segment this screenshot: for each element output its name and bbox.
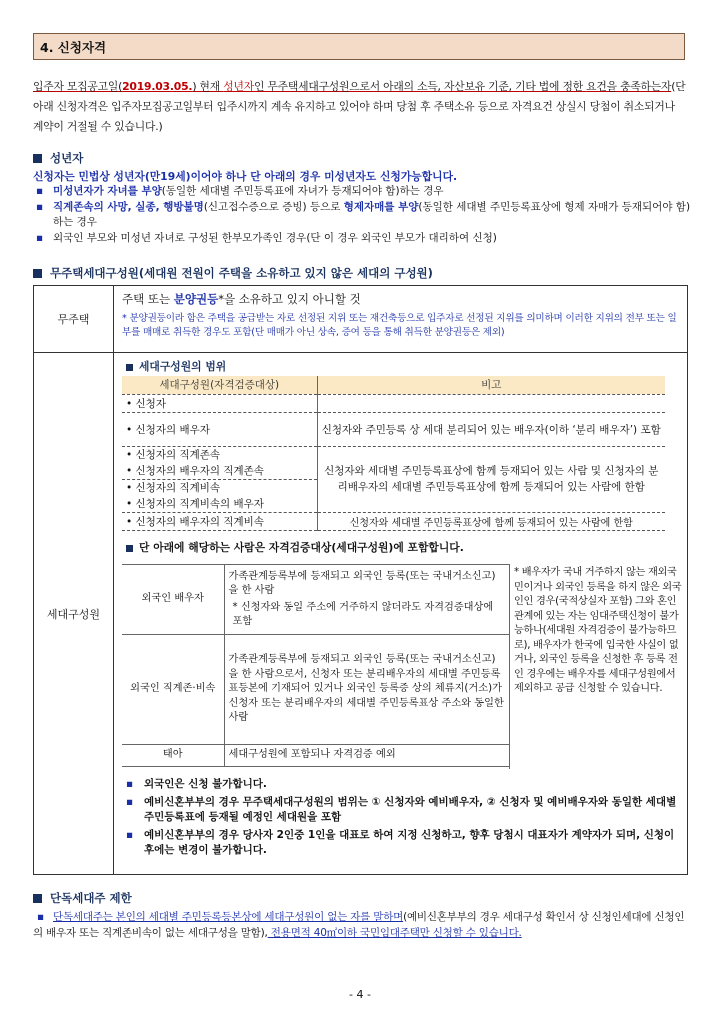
table-row-no-house <box>34 286 687 353</box>
scope-note: 신청자와 주민등록 상 세대 분리되어 있는 배우자(이하 ‘분리 배우자’) 포함 <box>317 412 665 446</box>
bullet-text: (신고접수증으로 증빙) 등으로 <box>203 200 344 213</box>
bullet-text: 외국인 부모와 미성년 자녀로 구성된 한부모가족인 경우(단 이 경우 외국인 부모가 대리하여 신청) <box>53 231 497 244</box>
table-row <box>122 446 665 512</box>
scope-header-1: 세대구성원(자격검증대상) <box>122 376 317 394</box>
adult-rule: 신청자는 민법상 성년자(만19세)이어야 하나 단 아래의 경우 미성년자도 신청가능합니다. <box>33 170 458 183</box>
square-bullet-icon <box>126 545 133 552</box>
scope-cell: • 신청자의 직계비속의 배우자 <box>126 497 264 510</box>
table-row <box>122 394 665 412</box>
list-item <box>33 231 693 247</box>
bullet-icon: ▪ <box>36 200 44 213</box>
inclusion-key: 외국인 직계존·비속 <box>122 635 224 745</box>
list-item <box>122 828 682 859</box>
household-heading-text: 무주택세대구성원 <box>50 266 139 280</box>
bullet-bold: 직계존속의 사망, 실종, 행방불명 <box>53 200 204 213</box>
scope-cell: • 신청자의 직계비속 <box>126 481 221 494</box>
eligibility-table <box>33 285 688 875</box>
section-title: 4. 신청자격 <box>40 39 107 55</box>
inclusion-side-note: * 배우자가 국내 거주하지 않는 재외국민이거나 외국인 등록을 하지 않은 외국인인 경우(국적상실자 포함) 그와 혼인관계에 있는 자는 임대주택신청이 불가능하나(세대원 자격검증이 불가능하므로), 배우자가 한국에 입국한 사실이 없거나, 외국인 등록을 신청한 후 등록 전인 경우에는 배우자를 세대구성원에서 제외하고 공급 신청할 수 있습니다. <box>514 567 682 694</box>
scope-cell: • 신청자 <box>122 394 317 412</box>
adult-heading <box>33 150 83 166</box>
single-text-3: 전용면적 40㎡이하 국민임대주택만 신청할 수 있습니다. <box>267 926 522 939</box>
row-label-no-house: 무주택 <box>34 286 114 352</box>
inclusion-value-text: 가족관계등록부에 등재되고 외국인 등록(또는 국내거소신고)을 한 사람 <box>228 570 496 596</box>
table-row <box>122 635 509 745</box>
scope-cell: • 신청자의 배우자의 직계비속 <box>122 512 317 530</box>
inclusion-key: 태아 <box>122 745 224 767</box>
intro-adult: 성년자 <box>223 80 254 93</box>
adult-heading-text: 성년자 <box>50 151 84 165</box>
inclusion-value <box>224 565 509 635</box>
single-heading <box>33 890 132 906</box>
bullet-icon: ▪ <box>36 231 44 244</box>
inclusion-table <box>122 564 509 767</box>
household-heading <box>33 265 433 281</box>
square-bullet-icon <box>33 154 42 163</box>
intro-text-3: 인 무주택세대구성원으로서 아래의 소득, 자산보유 기준, 기타 법에 정한 <box>253 80 583 93</box>
scope-table <box>122 376 665 531</box>
inclusion-value: 가족관계등록부에 등재되고 외국인 등록(또는 국내거소신고)을 한 사람으로서, 신청자 또는 분리배우자의 세대별 주민등록표등본에 기재되어 있거나 외국인 등록증 상의 체류지(거소)가 신청자 또는 분리배우자의 세대별 주민등록표상 주소와 동일한 사람 <box>224 635 509 745</box>
intro-text-1: 입주자 모집공고일( <box>33 80 123 93</box>
single-paragraph <box>33 910 688 941</box>
household-heading-sub: (세대원 전원이 주택을 소유하고 있지 않은 세대의 구성원) <box>138 266 433 280</box>
inclusion-title <box>126 540 464 555</box>
inclusion-value-note: * 신청자와 동일 주소에 거주하지 않더라도 자격검증대상에 포함 <box>232 601 494 627</box>
table-header-row <box>122 376 665 394</box>
scope-header-2: 비고 <box>317 376 665 394</box>
intro-text-6: 등으로 자격요건 상실시 당첨이 취소되거나 계약이 거절될 수 있습니다.) <box>33 100 675 133</box>
intro-text-5: (단 아래 신청자격은 입주자모집공고일부터 입주시까지 계속 유지하고 있어야 하며 당첨 후 주택소유 <box>33 80 686 113</box>
single-text-1: 단독세대주는 본인의 세대별 주민등록등본상에 세대구성원이 없는 자를 말하며 <box>53 911 404 923</box>
table-row <box>122 745 509 767</box>
table-row <box>122 565 509 635</box>
foot-bullet-text: 예비신혼부부의 경우 무주택세대구성원의 범위는 ① 신청자와 예비배우자, ② 신청자 및 예비배우자와 동일한 세대별 주민등록표에 등재될 예정인 세대원을 포함 <box>144 795 677 823</box>
foot-bullet-text: 외국인은 신청 불가합니다. <box>144 778 267 790</box>
scope-cell: • 신청자의 직계존속 <box>126 448 221 461</box>
no-house-content <box>122 291 682 339</box>
scope-note: 신청자와 세대별 주민등록표상에 함께 등재되어 있는 사람 및 신청자의 분리배우자의 세대별 주민등록표상에 함께 등재되어 있는 사람에 한함 <box>317 446 665 512</box>
no-house-main-bold: 분양권등 <box>173 292 219 306</box>
bullet-icon: ▪ <box>126 778 134 790</box>
intro-underlined <box>33 80 671 93</box>
table-row <box>122 412 665 446</box>
intro-paragraph <box>33 77 688 137</box>
square-bullet-icon <box>33 269 42 278</box>
bullet-icon: ▪ <box>126 795 134 808</box>
list-item <box>33 184 693 200</box>
no-house-main-pre: 주택 또는 <box>122 292 174 306</box>
square-bullet-icon <box>33 894 42 903</box>
row-label-household: 세대구성원 <box>34 353 114 874</box>
bullet-icon: ▪ <box>36 185 44 197</box>
scope-note <box>317 394 665 412</box>
intro-date: 2019.03.05. <box>122 80 193 93</box>
inclusion-value: 세대구성원에 포함되나 자격검증 예외 <box>224 745 509 767</box>
scope-note: 신청자와 세대별 주민등록표상에 함께 등재되어 있는 사람에 한함 <box>317 512 665 530</box>
table-row-household <box>34 353 687 874</box>
single-text-2: (예비신혼부부의 경우 세대구성 확인서 상 신청인세대에 신청인의 배우자 또는 직계존비속이 없는 세대구성을 말함), <box>33 911 685 939</box>
no-house-main <box>122 291 682 307</box>
scope-cell: • 신청자의 배우자의 직계존속 <box>122 463 317 480</box>
single-heading-text: 단독세대주 제한 <box>50 891 132 905</box>
adult-bullets <box>33 184 693 246</box>
scope-cell: • 신청자의 배우자 <box>122 412 317 446</box>
table-row <box>122 512 665 530</box>
intro-text-4: 요건을 충족하는자 <box>586 80 672 93</box>
list-item <box>122 777 682 793</box>
bullet-icon: ▪ <box>126 828 134 841</box>
list-item <box>122 795 682 826</box>
intro-text-2: ) 현재 <box>192 80 224 93</box>
bullet-icon: ▪ <box>37 911 44 923</box>
section-header <box>33 33 685 60</box>
bullet-text: (동일한 세대별 주민등록표에 자녀가 등재되어야 함)하는 경우 <box>161 185 444 197</box>
list-item <box>33 200 693 231</box>
bullet-text-2: (동일한 세대별 주민등록표상에 형제 자매가 등재되어야 함)하는 경우 <box>53 200 691 228</box>
bullet-bold: 미성년자가 자녀를 부양 <box>53 185 162 197</box>
divider <box>509 564 510 769</box>
foot-bullet-text: 예비신혼부부의 경우 당사자 2인중 1인을 대표로 하여 지정 신청하고, 향후 당첨시 대표자가 계약자가 되며, 신청이후에는 변경이 불가합니다. <box>144 828 675 856</box>
no-house-note: * 분양권등이라 함은 주택을 공급받는 자로 선정된 지위 또는 재건축등으로 입주자로 선정된 지위를 의미하며 이러한 지위의 전부 또는 일부를 매매로 취득한 경우도 포함(단 매매가 아닌 상속, 증여 등을 통해 취득한 분양권등은 제외) <box>122 313 677 338</box>
scope-cell-group <box>122 446 317 512</box>
page-number: - 4 - <box>349 988 371 1001</box>
scope-title <box>126 359 226 374</box>
bullet-bold-2: 형제자매를 부양 <box>343 200 419 213</box>
square-bullet-icon <box>126 364 133 371</box>
scope-title-text: 세대구성원의 범위 <box>139 360 227 373</box>
inclusion-key: 외국인 배우자 <box>122 565 224 635</box>
household-foot-bullets <box>122 777 682 861</box>
inclusion-title-text: 단 아래에 해당하는 사람은 자격검증대상(세대구성원)에 포함합니다. <box>139 541 464 554</box>
no-house-main-post: *을 소유하고 있지 아니할 것 <box>218 292 361 306</box>
